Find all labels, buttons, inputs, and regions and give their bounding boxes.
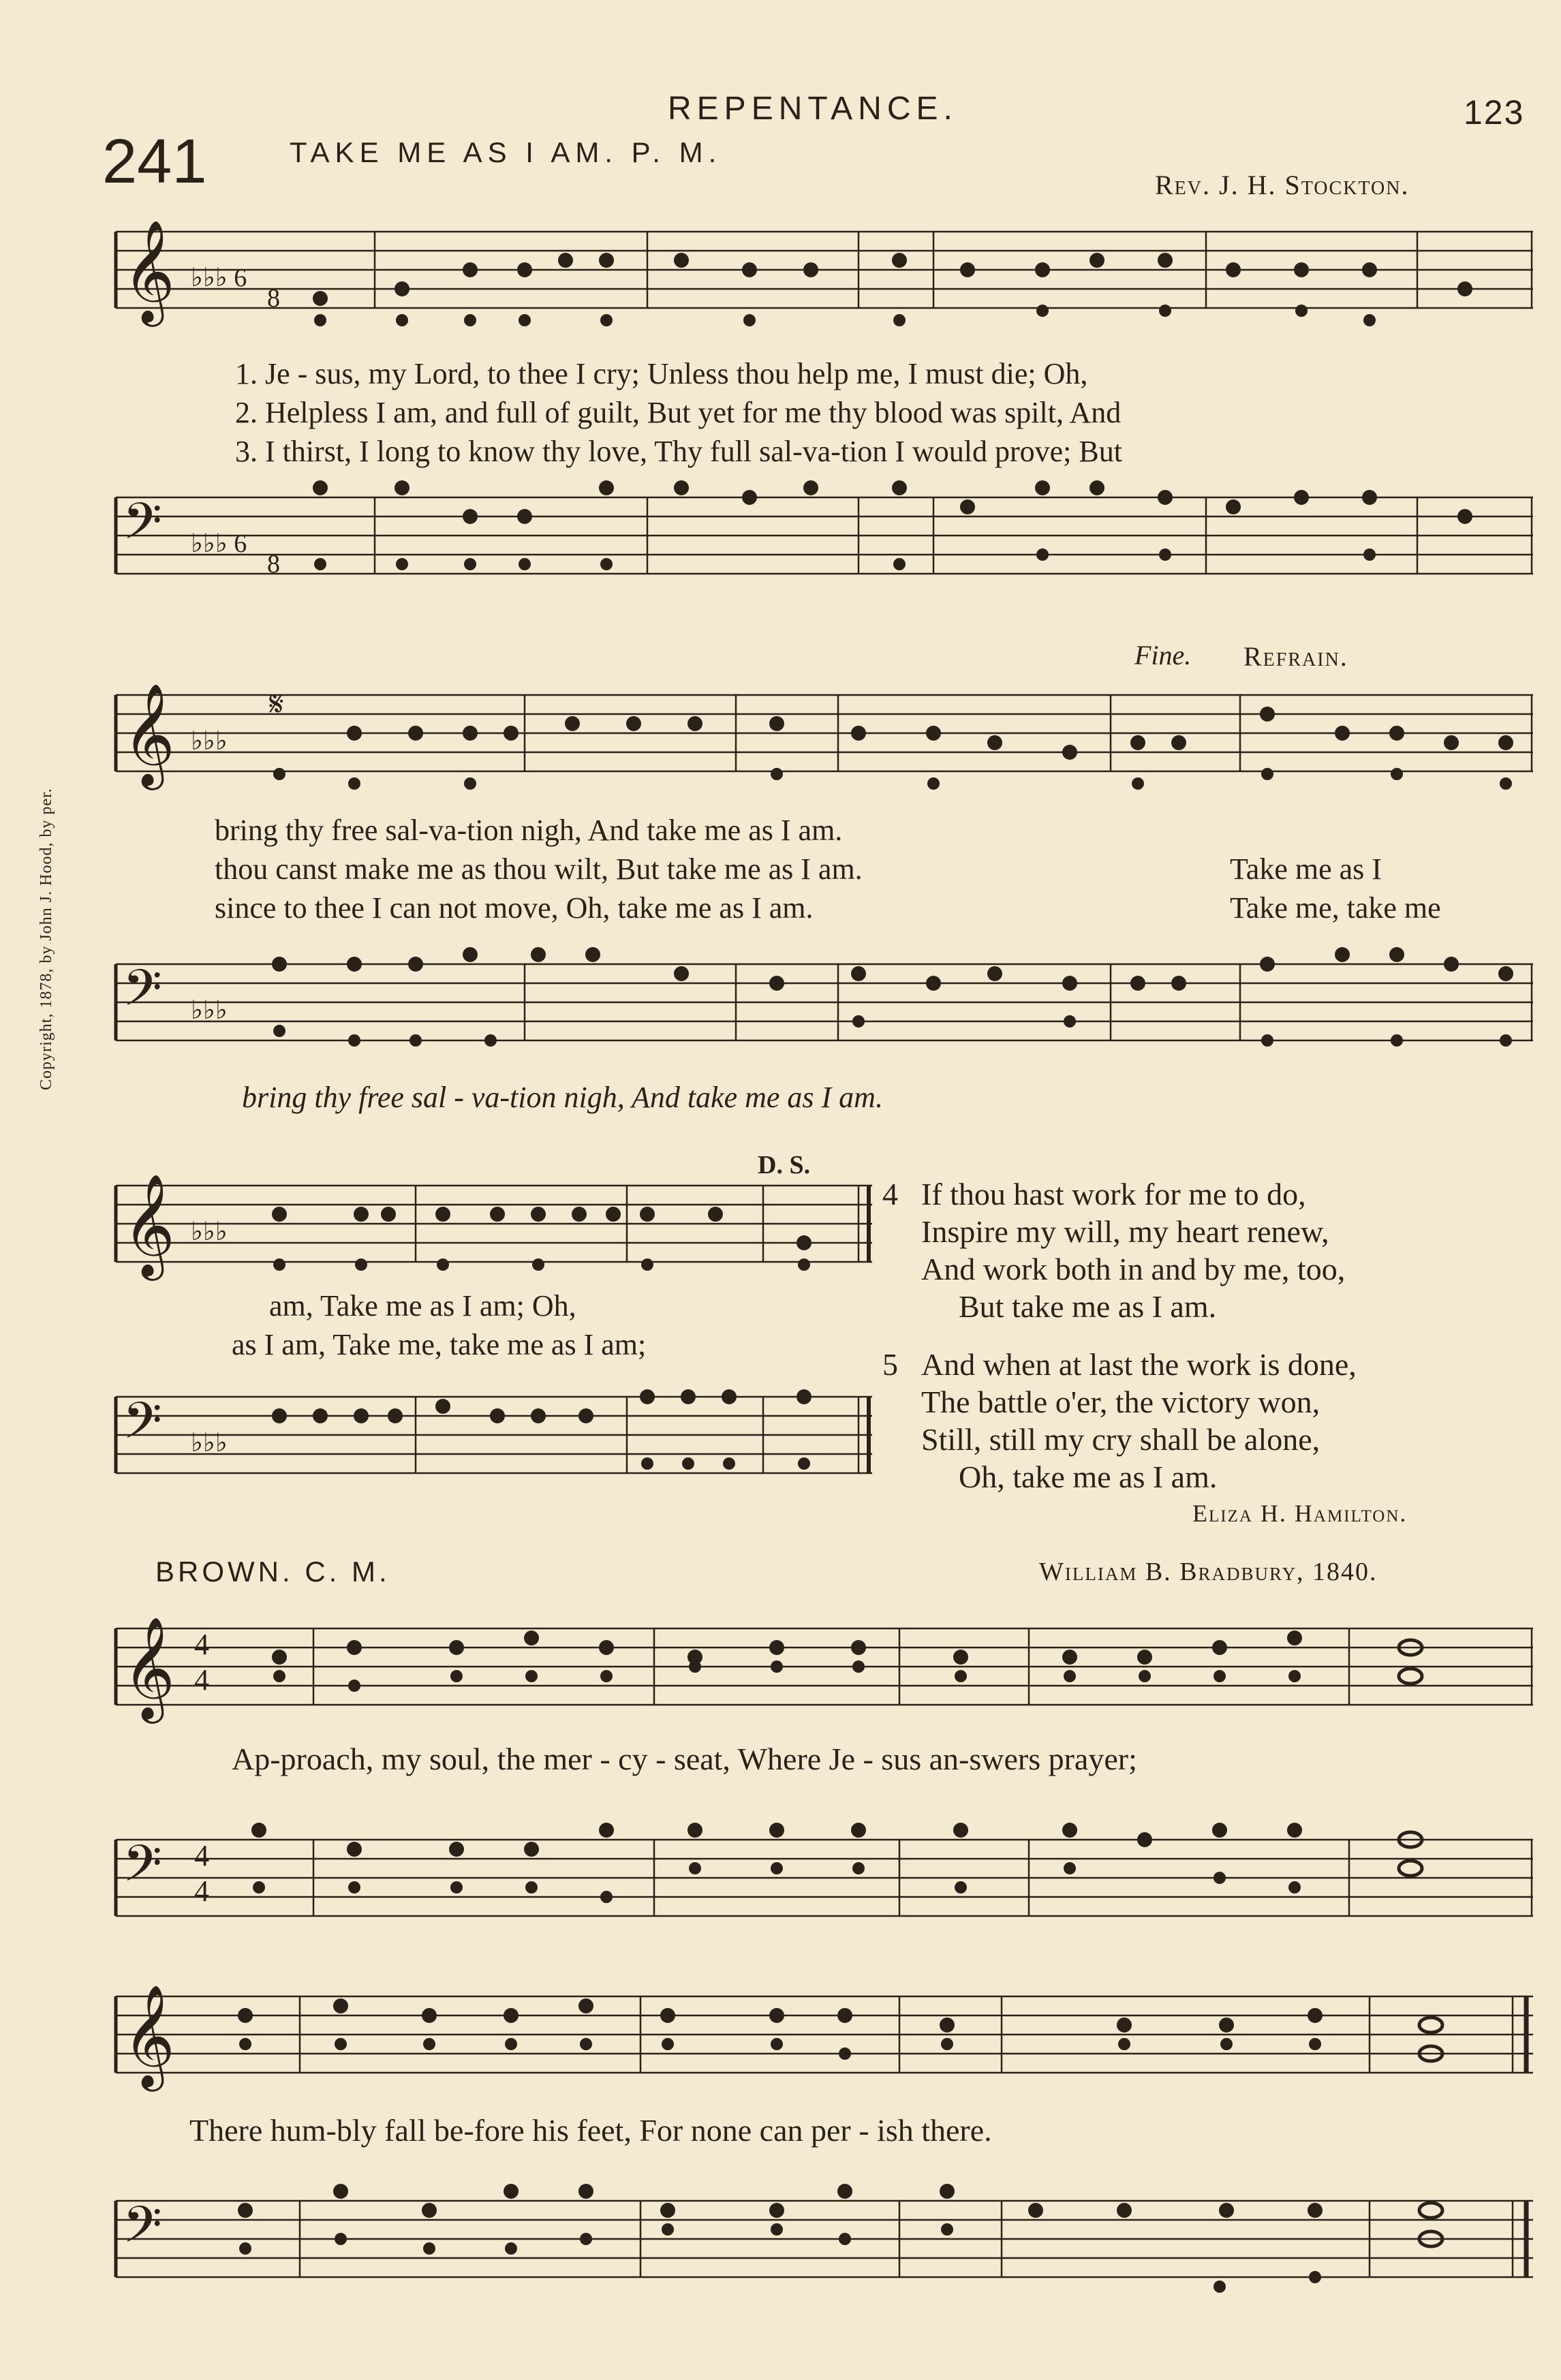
svg-text:♭♭♭: ♭♭♭	[191, 727, 228, 756]
svg-text:♭♭♭: ♭♭♭	[191, 1429, 228, 1457]
svg-text:𝄞: 𝄞	[123, 1177, 175, 1275]
treble-staff-hymn2-row2	[116, 1990, 1533, 2092]
verse3-line1: 3. I thirst, I long to know thy love, Thy full sal-va-tion I would prove; But	[235, 435, 1122, 468]
stanza-author: Eliza H. Hamilton.	[1192, 1500, 1408, 1527]
svg-text:8: 8	[267, 284, 280, 313]
bass-staff-row1	[116, 484, 1533, 600]
stanza-4-line1: If thou hast work for me to do,	[921, 1177, 1306, 1211]
svg-text:4: 4	[194, 1663, 209, 1697]
stanza-4	[882, 1175, 1345, 1325]
svg-text:𝄞: 𝄞	[123, 1988, 175, 2086]
stanza-4-line4: But take me as I am.	[959, 1289, 1217, 1324]
svg-text:4: 4	[194, 1874, 209, 1908]
hymn-author: Rev. J. H. Stockton.	[1155, 170, 1410, 200]
stanza-4-line3: And work both in and by me, too,	[921, 1252, 1346, 1286]
svg-text:♭♭♭: ♭♭♭	[191, 996, 228, 1025]
treble-staff-row3	[116, 1179, 872, 1281]
page-number: 123	[1464, 93, 1525, 132]
svg-text:𝄢: 𝄢	[123, 1394, 162, 1462]
svg-text:𝄋: 𝄋	[269, 685, 284, 723]
svg-text:𝄞: 𝄞	[123, 686, 175, 784]
ds-marker: D. S.	[758, 1151, 811, 1179]
stanza-5-line2: The battle o'er, the victory won,	[921, 1385, 1320, 1419]
svg-text:4: 4	[194, 1628, 209, 1661]
svg-text:𝄞: 𝄞	[123, 223, 175, 321]
verses-row2	[215, 811, 863, 927]
hymn2-lyric-line2: There hum-bly fall be-fore his feet, For none can per - ish there.	[189, 2113, 992, 2148]
bass-staff-row3	[116, 1383, 872, 1499]
bass-staff-row2	[116, 951, 1533, 1066]
svg-text:𝄢: 𝄢	[123, 2198, 162, 2266]
treble-staff-row1	[116, 225, 1533, 327]
svg-text:4: 4	[194, 1839, 209, 1872]
svg-text:♭♭♭: ♭♭♭	[191, 1218, 228, 1246]
hymn2-lyric-line1: Ap-proach, my soul, the mer - cy - seat, Where Je - sus an-swers prayer;	[232, 1742, 1137, 1776]
svg-text:8: 8	[267, 550, 280, 578]
svg-text:𝄢: 𝄢	[123, 961, 162, 1029]
svg-text:♭♭♭ 6: ♭♭♭ 6	[191, 529, 247, 558]
row3-lyrics	[232, 1286, 646, 1364]
verse1-line2: bring thy free sal-va-tion nigh, And take me as I am.	[215, 814, 843, 847]
stanza-4-number: 4	[882, 1177, 898, 1211]
verse1-line1: 1. Je - sus, my Lord, to thee I cry; Unless thou help me, I must die; Oh,	[235, 357, 1088, 390]
stanza-5-line3: Still, still my cry shall be alone,	[921, 1422, 1320, 1457]
bass-lyric-italic: bring thy free sal - va-tion nigh, And take me as I am.	[242, 1081, 883, 1114]
bass-staff-hymn2-row1	[116, 1826, 1533, 1942]
verse3-line2: since to thee I can not move, Oh, take me as I am.	[215, 891, 814, 925]
treble-staff-hymn2-row1	[116, 1622, 1533, 1724]
refrain-line2: Take me, take me	[1230, 891, 1441, 925]
row3-lyric2: as I am, Take me, take me as I am;	[232, 1328, 647, 1361]
stanza-5-line4: Oh, take me as I am.	[959, 1459, 1218, 1494]
hymn2-title: BROWN. C. M.	[155, 1556, 390, 1588]
section-header: REPENTANCE.	[668, 91, 958, 127]
refrain-line1: Take me as I	[1230, 852, 1382, 886]
treble-staff-row2	[116, 685, 1533, 790]
refrain-row2	[1230, 850, 1441, 927]
svg-text:𝄞: 𝄞	[123, 1620, 175, 1718]
stanza-5-line1: And when at last the work is done,	[921, 1347, 1357, 1382]
stanza-5-number: 5	[882, 1347, 898, 1382]
hymn-title: TAKE ME AS I AM. P. M.	[290, 136, 722, 168]
bass-staff-hymn2-row2	[116, 2187, 1533, 2303]
svg-text:𝄢: 𝄢	[123, 1837, 162, 1904]
copyright-notice: Copyright, 1878, by John J. Hood, by per.	[37, 788, 55, 1090]
hymn-number: 241	[102, 127, 207, 196]
verse2-line1: 2. Helpless I am, and full of guilt, But yet for me thy blood was spilt, And	[235, 396, 1122, 429]
hymn2-composer: William B. Bradbury, 1840.	[1039, 1558, 1378, 1586]
row3-lyric1: am, Take me as I am; Oh,	[269, 1289, 576, 1323]
stanza-4-line2: Inspire my will, my heart renew,	[921, 1214, 1329, 1249]
verses-row1	[235, 354, 1122, 471]
verse2-line2: thou canst make me as thou wilt, But take me as I am.	[215, 852, 863, 886]
svg-text:♭♭♭ 6: ♭♭♭ 6	[191, 264, 247, 292]
stanza-5	[882, 1346, 1357, 1496]
refrain-marker: Refrain.	[1243, 641, 1348, 672]
svg-text:𝄢: 𝄢	[123, 495, 162, 562]
fine-marker: Fine.	[1134, 640, 1192, 670]
